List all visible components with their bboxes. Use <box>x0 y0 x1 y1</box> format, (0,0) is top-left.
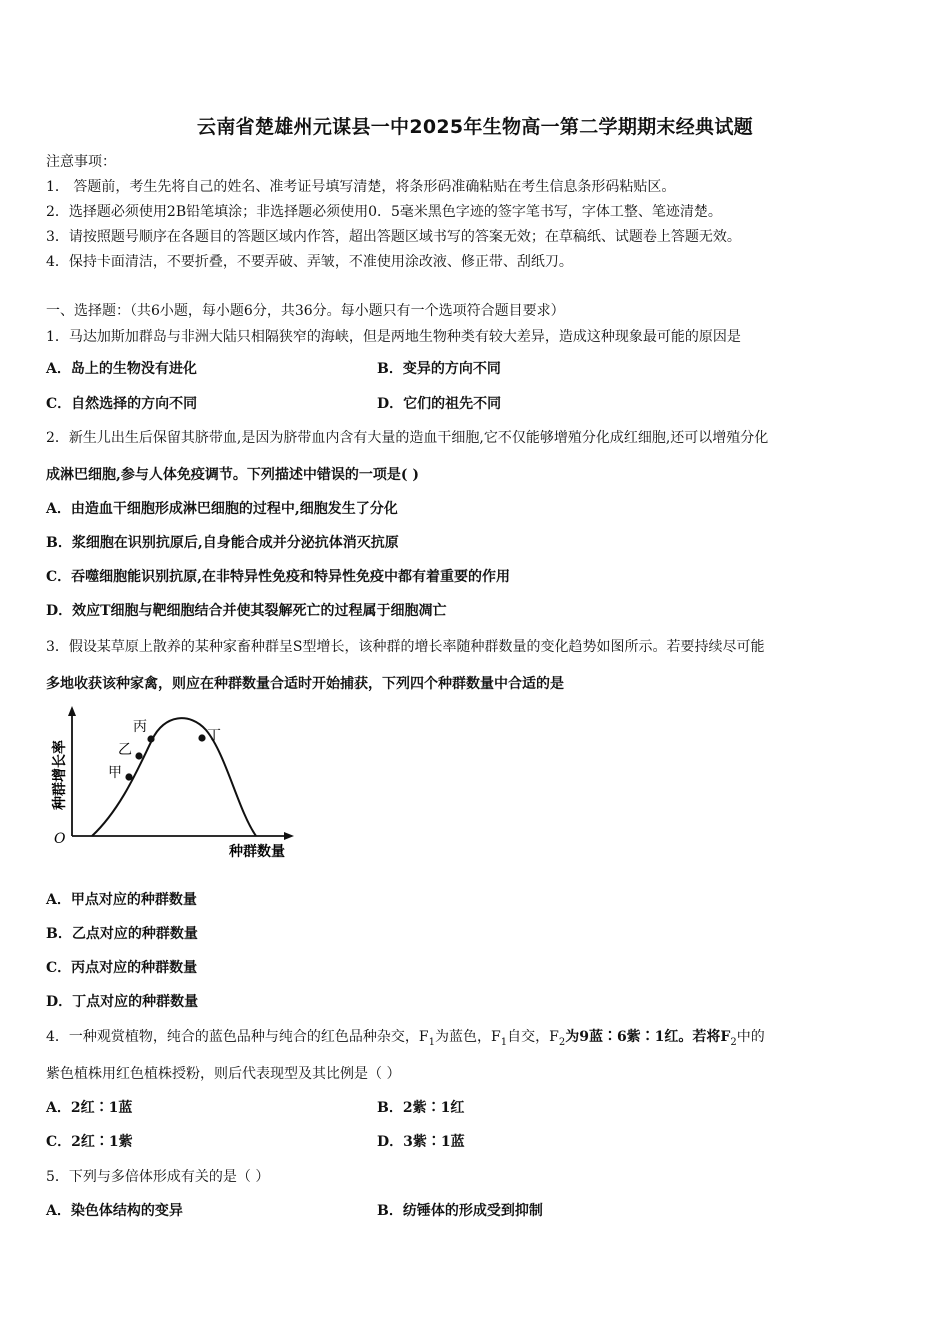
note-item-3: 3．请按照题号顺序在各题目的答题区域内作答，超出答题区域书写的答案无效；在草稿纸、试题卷上答题无效。 <box>46 229 741 245</box>
q4-option-d: D．3紫∶1蓝 <box>377 1134 465 1150</box>
label-bing: 丙 <box>133 719 147 735</box>
q4-option-a: A．2红∶1蓝 <box>46 1100 133 1116</box>
stem-part: 为蓝色，F <box>435 1029 501 1045</box>
point-yi <box>135 752 142 759</box>
label-ding: 丁 <box>207 728 221 744</box>
question-stem-line-2: 成淋巴细胞,参与人体免疫调节。下列描述中错误的一项是( ) <box>46 467 419 483</box>
q4-option-b: B．2紫∶1红 <box>377 1100 465 1116</box>
point-jia <box>125 773 132 780</box>
question-stem-line-1: 假设某草原上散养的某种家畜种群呈S型增长，该种群的增长率随种群数量的变化趋势如图所示。若要持续尽可能 <box>68 639 765 655</box>
question-stem-line-2: 多地收获该种家禽，则应在种群数量合适时开始捕获，下列四个种群数量中合适的是 <box>46 676 564 692</box>
y-axis-arrow <box>68 706 76 716</box>
stem-part: 中的 <box>736 1029 765 1045</box>
q3-option-a: A．甲点对应的种群数量 <box>46 892 197 908</box>
page-title: 云南省楚雄州元谋县一中2025年生物高一第二学期期末经典试题 <box>197 116 753 138</box>
stem-part: 为9蓝∶6紫∶1红。若将F <box>565 1029 731 1045</box>
note-item-2: 2．选择题必须使用2B铅笔填涂；非选择题必须使用0．5毫米黑色字迹的签字笔书写，字体工整、笔迹清楚。 <box>46 204 722 220</box>
question-stem-line-2: 紫色植株用红色植株授粉，则后代表现型及其比例是（ ） <box>46 1066 401 1082</box>
question-number: 5． <box>46 1169 69 1185</box>
question-number: 4． <box>46 1029 69 1045</box>
subscript: 1 <box>428 1036 436 1048</box>
question-3 <box>46 638 765 656</box>
note-item-1: 1． 答题前，考生先将自己的姓名、准考证号填写清楚，将条形码准确粘贴在考生信息条形码粘贴区。 <box>46 179 676 195</box>
question-stem: 下列与多倍体形成有关的是（ ） <box>68 1169 270 1185</box>
section-heading: 一、选择题：（共6小题，每小题6分，共36分。每小题只有一个选项符合题目要求） <box>46 303 565 319</box>
question-1 <box>46 328 741 346</box>
growth-rate-chart <box>44 700 304 865</box>
question-number: 2． <box>46 430 69 446</box>
label-yi: 乙 <box>118 742 132 758</box>
subscript: 1 <box>500 1036 508 1048</box>
q5-option-b: B．纺锤体的形成受到抑制 <box>377 1203 543 1219</box>
subscript: 2 <box>558 1036 566 1048</box>
q1-option-c: C．自然选择的方向不同 <box>46 396 198 412</box>
x-axis-label: 种群数量 <box>229 844 285 860</box>
question-4 <box>46 1028 765 1052</box>
q5-option-a: A．染色体结构的变异 <box>46 1203 183 1219</box>
q3-option-c: C．丙点对应的种群数量 <box>46 960 198 976</box>
note-item-4: 4．保持卡面清洁，不要折叠，不要弄破、弄皱，不准使用涂改液、修正带、刮纸刀。 <box>46 254 573 270</box>
q2-option-a: A．由造血干细胞形成淋巴细胞的过程中,细胞发生了分化 <box>46 501 398 517</box>
stem-part: 一种观赏植物，纯合的蓝色品种与纯合的红色品种杂交，F <box>68 1029 429 1045</box>
subscript: 2 <box>730 1036 737 1048</box>
question-2 <box>46 429 768 447</box>
x-axis-arrow <box>284 832 294 840</box>
question-5 <box>46 1168 269 1186</box>
q2-option-c: C．吞噬细胞能识别抗原,在非特异性免疫和特异性免疫中都有着重要的作用 <box>46 569 511 585</box>
q2-option-d: D．效应T细胞与靶细胞结合并使其裂解死亡的过程属于细胞凋亡 <box>46 603 447 619</box>
question-stem: 马达加斯加群岛与非洲大陆只相隔狭窄的海峡，但是两地生物种类有较大差异，造成这种现象最可能的原因是 <box>68 329 741 345</box>
q3-option-b: B．乙点对应的种群数量 <box>46 926 198 942</box>
question-stem-line-1: 新生儿出生后保留其脐带血,是因为脐带血内含有大量的造血干细胞,它不仅能够增殖分化成红细胞,还可以增殖分化 <box>68 430 769 446</box>
question-number: 3． <box>46 639 69 655</box>
notes-heading: 注意事项： <box>46 154 116 170</box>
point-ding <box>198 734 205 741</box>
point-bing <box>147 735 154 742</box>
q3-option-d: D．丁点对应的种群数量 <box>46 994 199 1010</box>
q1-option-d: D．它们的祖先不同 <box>377 396 502 412</box>
y-axis-label: 种群增长率 <box>52 740 68 810</box>
origin-label: O <box>54 831 66 847</box>
label-jia: 甲 <box>108 765 122 781</box>
q1-option-a: A．岛上的生物没有进化 <box>46 361 197 377</box>
q4-option-c: C．2红∶1紫 <box>46 1134 133 1150</box>
question-number: 1． <box>46 329 69 345</box>
q2-option-b: B．浆细胞在识别抗原后,自身能合成并分泌抗体消灭抗原 <box>46 535 399 551</box>
q1-option-b: B．变异的方向不同 <box>377 361 501 377</box>
stem-part: 自交，F <box>507 1029 559 1045</box>
